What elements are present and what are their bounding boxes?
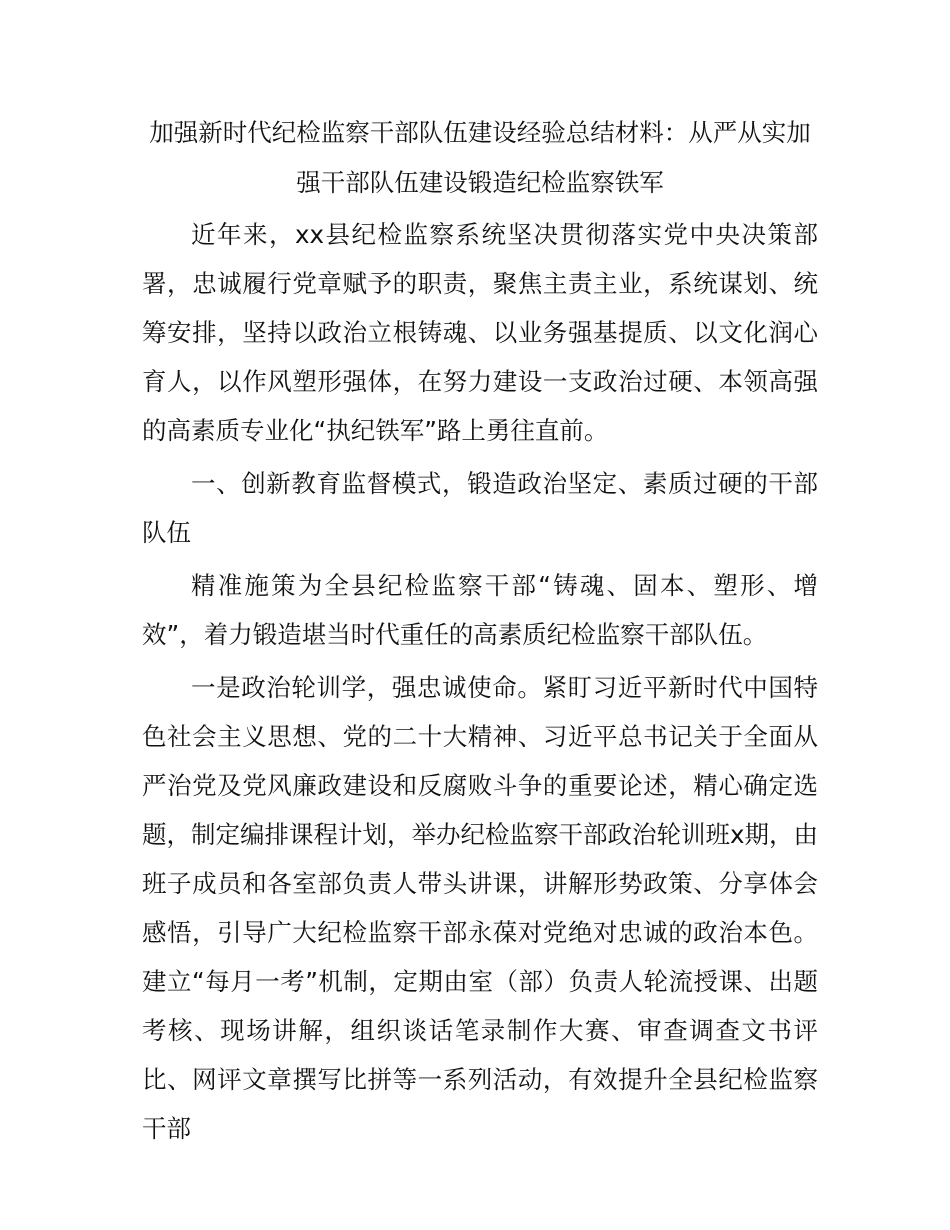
paragraph-section-summary: 精准施策为全县纪检监察干部“铸魂、固本、塑形、增效”，着力锻造堪当时代重任的高素质纪检监察干部队伍。 <box>142 571 818 649</box>
document-body <box>142 108 818 1157</box>
document-title: 加强新时代纪检监察干部队伍建设经验总结材料：从严从实加强干部队伍建设锻造纪检监察铁军 <box>149 118 811 197</box>
paragraph-political-training: 一是政治轮训学，强忠诚使命。紧盯习近平新时代中国特色社会主义思想、党的二十大精神、习近平总书记关于全面从严治党及党风廉政建设和反腐败斗争的重要论述，精心确定选题，制定编排课程计划，举办纪检监察干部政治轮训班x期，由班子成员和各室部负责人带头讲课，讲解形势政策、分享体会感悟，引导广大纪检监察干部永葆对党绝对忠诚的政治本色。建立“每月一考”机制，定期由室（部）负责人轮流授课、出题考核、现场讲解，组织谈话笔录制作大赛、审查调查文书评比、网评文章撰写比拼等一系列活动，有效提升全县纪检监察干部 <box>142 673 818 1143</box>
section-heading-1: 一、创新教育监督模式，锻造政治坚定、素质过硬的干部队伍 <box>142 469 818 547</box>
paragraph-intro: 近年来，xx县纪检监察系统坚决贯彻落实党中央决策部署，忠诚履行党章赋予的职责，聚焦主责主业，系统谋划、统筹安排，坚持以政治立根铸魂、以业务强基提质、以文化润心育人，以作风塑形强体，在努力建设一支政治过硬、本领高强的高素质专业化“执纪铁军”路上勇往直前。 <box>142 220 818 445</box>
